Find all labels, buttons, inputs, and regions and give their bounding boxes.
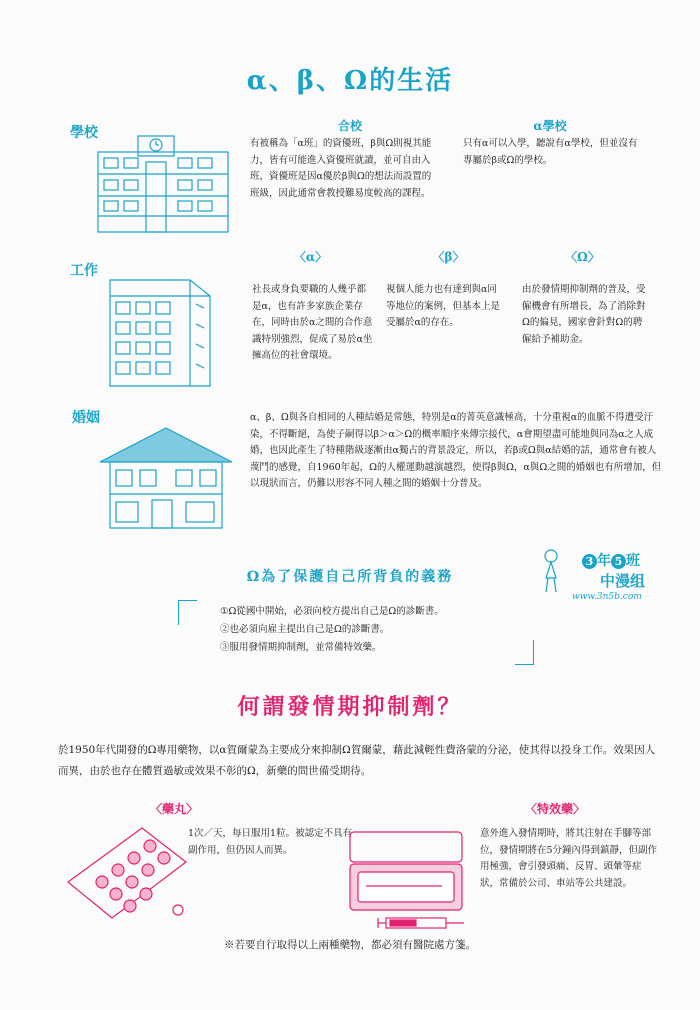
duty-item: ②也必須向雇主提出自己是Ω的診斷書。	[220, 624, 390, 635]
section-label-work: 工作	[70, 263, 98, 279]
page-title: α、β、Ω的生活	[246, 66, 454, 96]
figure-icon	[540, 548, 562, 596]
work-alpha-head: 〈α〉	[293, 250, 328, 264]
special-text: 意外進入發情期時，將其注射在手腳等部位，發情期將在5分鐘內得到鎮靜，但副作用極強，會引發頭痛、反胃、頭暈等症狀，常備於公司、車站等公共建設。	[480, 828, 658, 889]
special-head: 〈特效藥〉	[525, 802, 586, 816]
suppressant-title: 何謂發情期抑制劑？	[237, 694, 463, 720]
work-beta-head: 〈β〉	[432, 250, 465, 264]
duty-item: ③服用發情期抑制劑，並常備特效藥。	[220, 642, 382, 653]
bracket-decoration	[178, 600, 197, 625]
duties-title: Ω為了保護自己所背負的義務	[246, 569, 454, 585]
work-omega-text: 由於發情期抑制劑的普及，受僱機會有所增長，為了消除對Ω的偏見，國家會針對Ω的聘僱給予補助金。	[522, 284, 646, 345]
section-label-marriage: 婚姻	[72, 410, 100, 426]
watermark-char: 年	[597, 553, 611, 569]
duties-list	[220, 603, 520, 657]
watermark-num: 3	[582, 554, 597, 569]
prescription-note: ※若要自行取得以上兩種藥物，都必須有醫院處方箋。	[224, 939, 476, 951]
watermark-num: 5	[611, 554, 626, 569]
marriage-text: α、β、Ω與各自相同的人種結婚是常態，特別是α的菁英意識極高，十分重視α的血脈不得遭受汙染，不得斷絕，為使子嗣得以β＞α＞Ω的概率順序來傳宗接代，α會期望盡可能地與同為α之人成婚，也因此產生了特種階級逐漸由α獨占的背景設定，所以，若β或Ω與α結婚的話，通常會有被人蔑鬥的感覺，自1960年起，Ω的人權運動越演越烈，使得β與Ω，α與Ω之間的婚姻也有所增加，但以現狀而言，仍難以形容不同人種之間的婚姻十分普及。	[250, 412, 662, 489]
watermark-group: 中漫组	[600, 572, 646, 590]
work-alpha-text: 社長或身負要職的人幾乎都是α，也有許多家族企業存在，同時由於α之間的合作意識特別強烈，促成了易於α坐擁高位的社會環境。	[252, 284, 373, 361]
pill-text: 1次／天，每日服用1粒。被認定不具有副作用，但仍因人而異。	[188, 828, 353, 856]
work-omega-head: 〈Ω〉	[565, 250, 600, 264]
section-label-school: 學校	[70, 125, 98, 141]
watermark-url: www.3n5b.com	[572, 592, 642, 602]
watermark-logo	[540, 548, 700, 608]
school-alpha-text: 只有α可以入學，聽說有α學校，但並沒有專屬於β或Ω的學校。	[463, 138, 638, 166]
house-icon	[96, 422, 236, 532]
work-beta-text: 視個人能力也有達到與α同等地位的案例，但基本上是受屬於α的存在。	[386, 284, 501, 328]
school-building-icon	[90, 132, 240, 237]
syringe-case-icon	[342, 826, 472, 934]
pill-pack-icon	[62, 822, 192, 922]
school-merged-text: 有被稱為「α班」的資優班，β與Ω則視其能力，皆有可能進入資優班就讀，並可自由入班，資優班是因α優於β與Ω的想法而設置的班級，因此通常會教授難易度較高的課程。	[250, 138, 432, 199]
office-building-icon	[100, 268, 220, 388]
school-alpha-head: α學校	[533, 119, 567, 133]
duty-item: ①Ω從國中開始，必須向校方提出自己是Ω的診斷書。	[220, 606, 444, 617]
suppressant-intro: 於1950年代開發的Ω專用藥物，以α賀爾蒙為主要成分來抑制Ω賀爾蒙，藉此減輕性費洛蒙的分泌，使其得以投身工作。效果因人而異，由於也存在體質過敏或效果不彰的Ω，新藥的問世備受期待。	[58, 744, 656, 777]
pill-head: 〈藥丸〉	[150, 802, 199, 816]
school-merged-head: 合校	[337, 119, 362, 133]
watermark-char: 班	[626, 553, 640, 569]
